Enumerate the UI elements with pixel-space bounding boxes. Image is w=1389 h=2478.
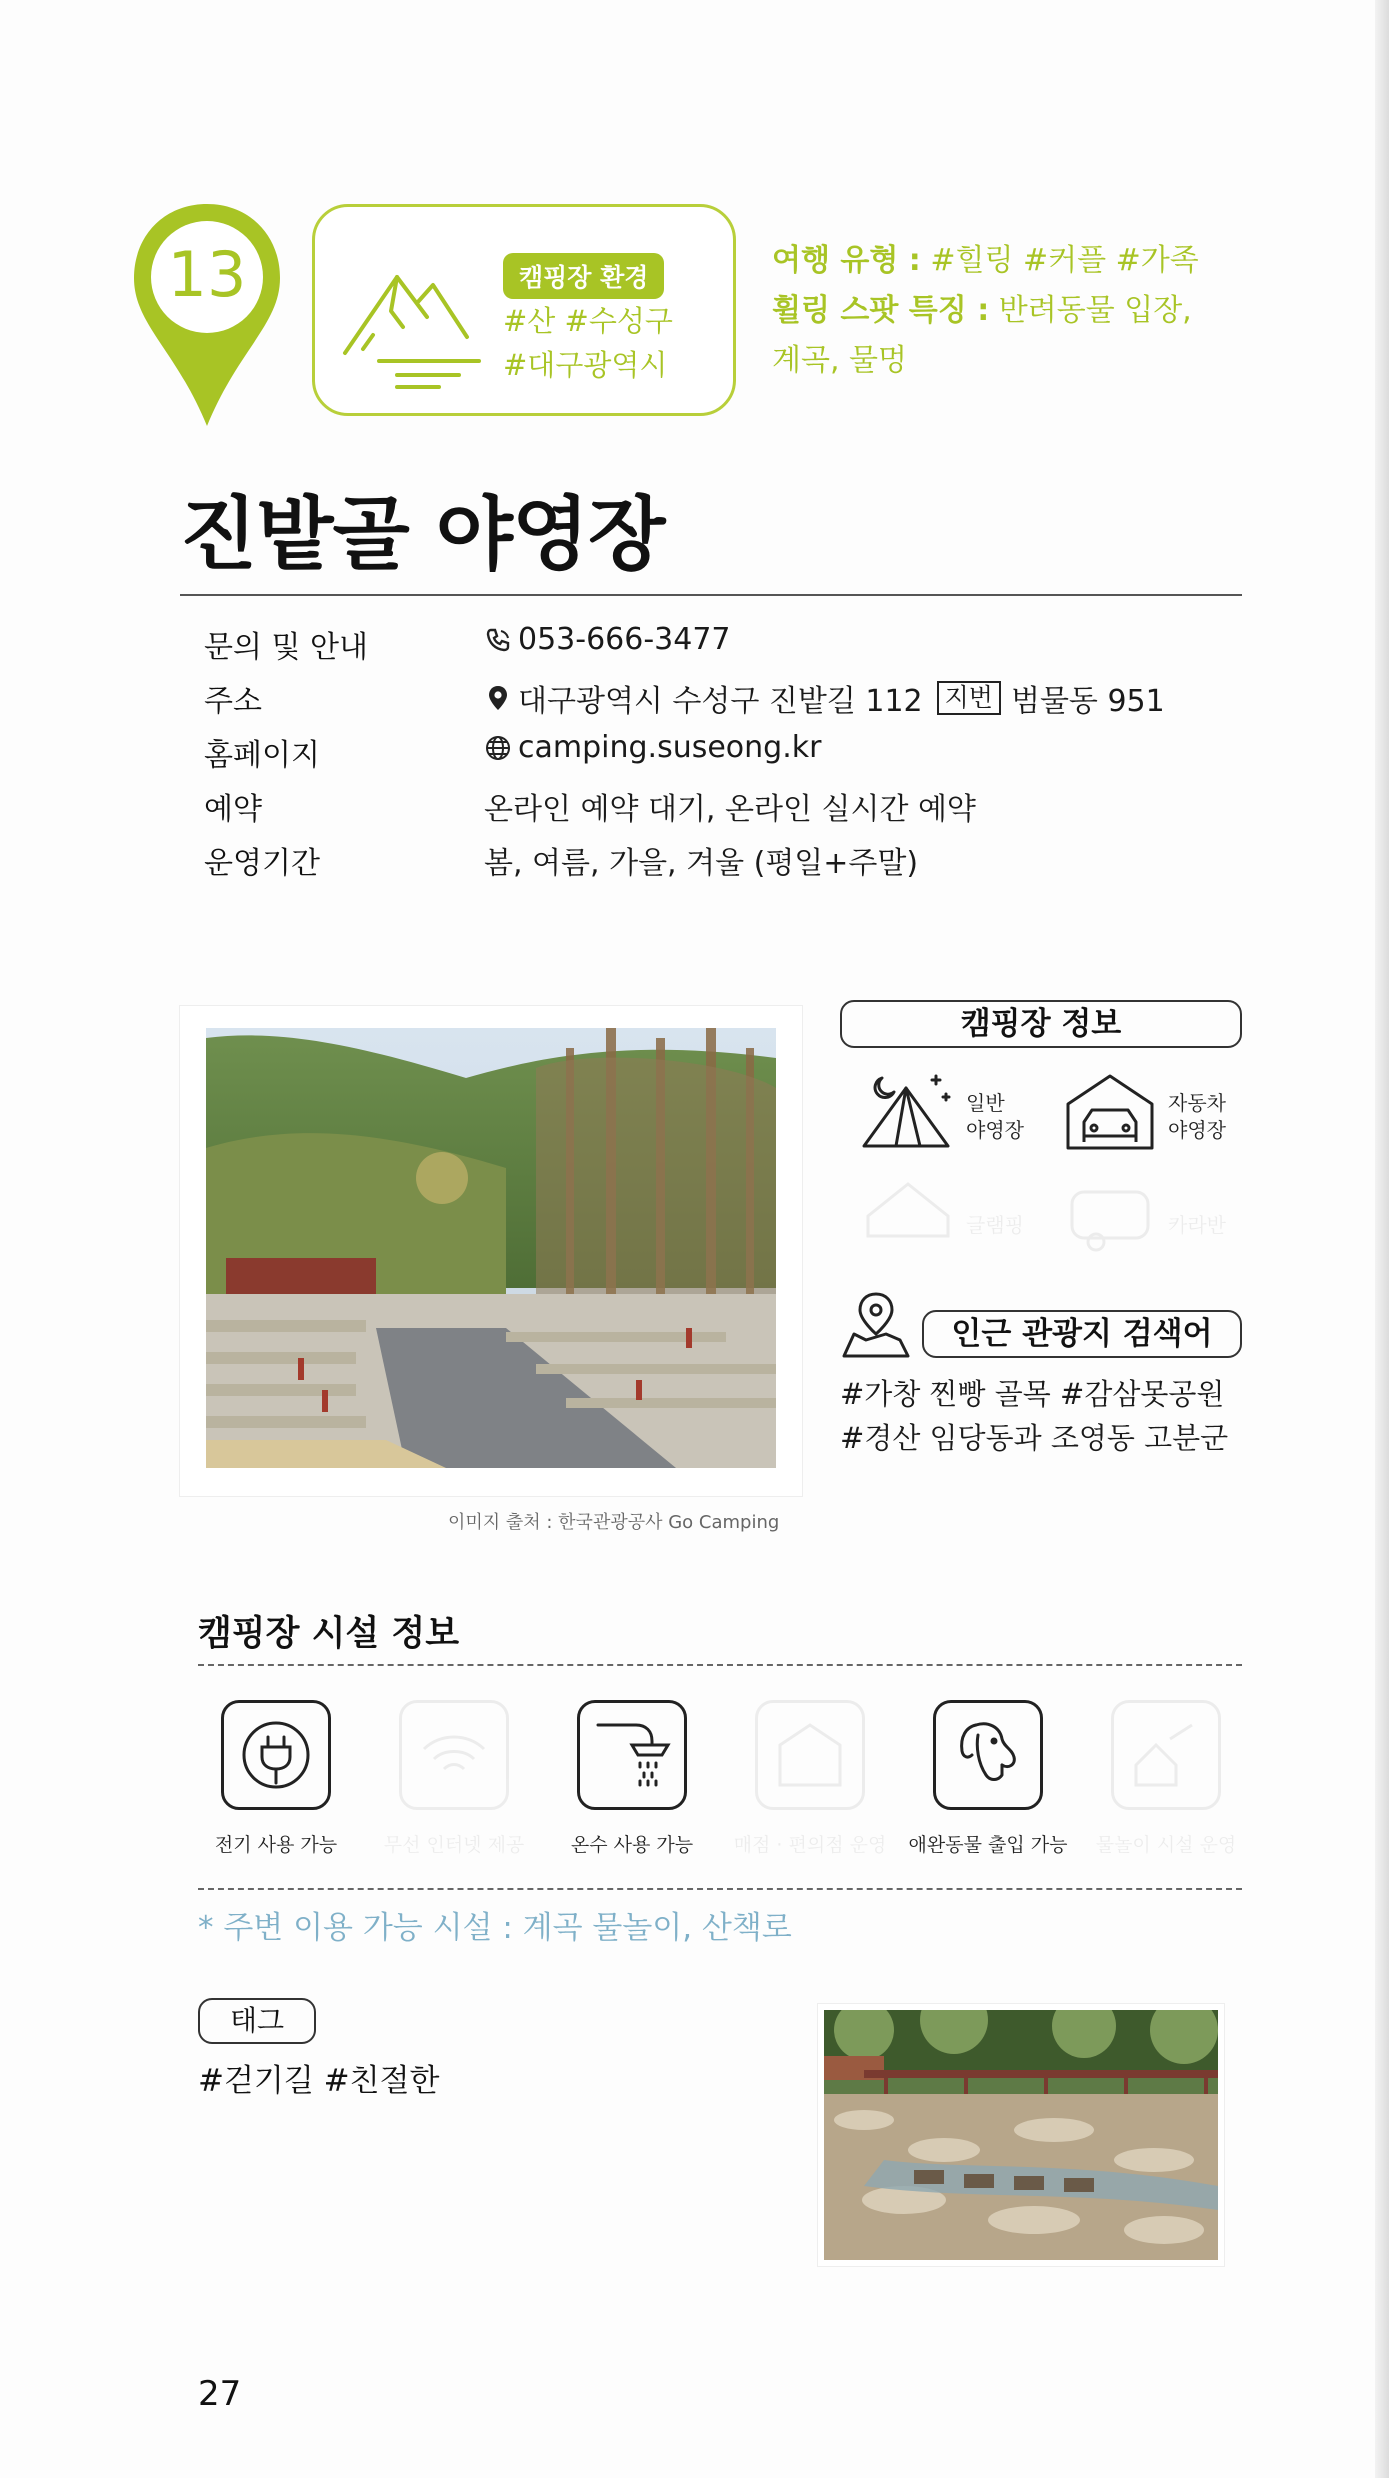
campsite-number: 13 [167,238,247,311]
period-value: 봄, 여름, 가을, 겨울 (평일+주말) [484,846,919,881]
tag-heading: 태그 [198,1998,316,2044]
phone-icon [484,626,512,654]
campsite-photo-frame [180,1006,802,1496]
map-marker-icon [484,684,512,712]
stream-photo [824,2010,1218,2260]
environment-box [312,204,736,416]
camp-type-general-line-1: 일반 [966,1091,1005,1115]
camp-type-glamping: 글램핑 [966,1213,1024,1237]
travel-type [772,236,1352,286]
glamping-icon [862,1176,954,1254]
camp-type-car-line-2: 야영장 [1168,1118,1226,1142]
caravan-icon [1066,1184,1158,1254]
facility-hot-water-label: 온수 사용 가능 [570,1834,694,1856]
facility-pool [1111,1700,1221,1810]
period-label: 운영기간 [204,846,320,881]
environment-tags-line-2: #대구광역시 [503,348,668,382]
facility-electric-label: 전기 사용 가능 [214,1834,338,1856]
car-camping-icon [1064,1072,1156,1152]
healing-spot-line-2: 계곡, 물멍 [772,343,907,378]
travel-type-value: #힐링 #커플 #가족 [930,243,1199,278]
contact-value[interactable]: 053-666-3477 [518,622,731,657]
facilities-divider-bottom [198,1888,1242,1890]
info-row-contact [204,622,1244,670]
homepage-label: 홈페이지 [204,738,320,773]
facilities-divider-top [198,1664,1242,1666]
environment-tag: 캠핑장 환경 [503,253,664,299]
camp-type-car-line-1: 자동차 [1168,1091,1226,1115]
nearby-keywords-line-1: #가창 찐빵 골목 #감삼못공원 [840,1377,1225,1411]
jibun-value: 범물동 951 [1010,684,1165,719]
facility-store [755,1700,865,1810]
facility-wifi-label: 무선 인터넷 제공 [383,1834,525,1856]
mountain-icon [339,253,489,393]
camp-info-heading: 캠핑장 정보 [840,1000,1242,1048]
shower-icon [592,1715,672,1795]
info-row-period [204,838,1244,886]
reservation-label: 예약 [204,792,262,827]
tag-values: #걷기길 #친절한 [198,2063,440,2099]
plug-icon [236,1715,316,1795]
facility-hot-water [577,1700,687,1810]
page-number: 27 [198,2374,242,2414]
camp-type-caravan: 카라반 [1168,1213,1226,1237]
environment-tags-line-1: #산 #수성구 [503,304,673,338]
facility-pets [933,1700,1043,1810]
nearby-keywords-line-2: #경산 임당동과 조영동 고분군 [840,1421,1229,1455]
homepage-link[interactable]: camping.suseong.kr [518,730,822,765]
stream-photo-frame [818,2004,1224,2266]
jibun-label: 지번 [937,681,1001,715]
facility-wifi [399,1700,509,1810]
globe-icon [484,734,512,762]
facility-pool-label: 물놀이 시설 운영 [1095,1834,1237,1856]
map-location-icon [840,1290,910,1360]
tent-icon [860,1072,956,1152]
healing-spot-value: 반려동물 입장, [998,293,1192,328]
page-title: 진밭골 야영장 [180,488,665,581]
camp-type-car [1168,1090,1226,1144]
info-row-homepage [204,730,1244,778]
campsite-photo [206,1028,776,1468]
address-label: 주소 [204,684,262,719]
travel-type-label: 여행 유형 : [772,243,921,278]
facilities-heading: 캠핑장 시설 정보 [198,1614,460,1654]
info-row-reservation [204,784,1244,832]
contact-label: 문의 및 안내 [204,630,368,665]
store-icon [770,1715,850,1795]
photo-credit: 이미지 출처 : 한국관광공사 Go Camping [448,1512,780,1533]
reservation-value: 온라인 예약 대기, 온라인 실시간 예약 [484,792,976,827]
healing-spot-label: 휠링 스팟 특징 : [772,293,990,328]
nearby-heading: 인근 관광지 검색어 [922,1310,1242,1358]
title-divider [180,594,1242,596]
camp-type-general-line-2: 야영장 [966,1118,1024,1142]
facility-pets-label: 애완동물 출입 가능 [908,1834,1068,1856]
wifi-icon [414,1715,494,1795]
info-row-address [204,676,1244,724]
dog-icon [948,1715,1028,1795]
facilities-note: * 주변 이용 가능 시설 : 계곡 물놀이, 산책로 [198,1910,792,1946]
address-value: 대구광역시 수성구 진밭길 112 [518,684,923,719]
facility-electric [221,1700,331,1810]
facility-store-label: 매점 · 편의점 운영 [733,1834,887,1856]
camp-type-general [966,1090,1024,1144]
pool-icon [1126,1715,1206,1795]
page-edge [1375,0,1389,2478]
healing-spot [772,286,1352,336]
location-pin-icon [130,200,284,430]
